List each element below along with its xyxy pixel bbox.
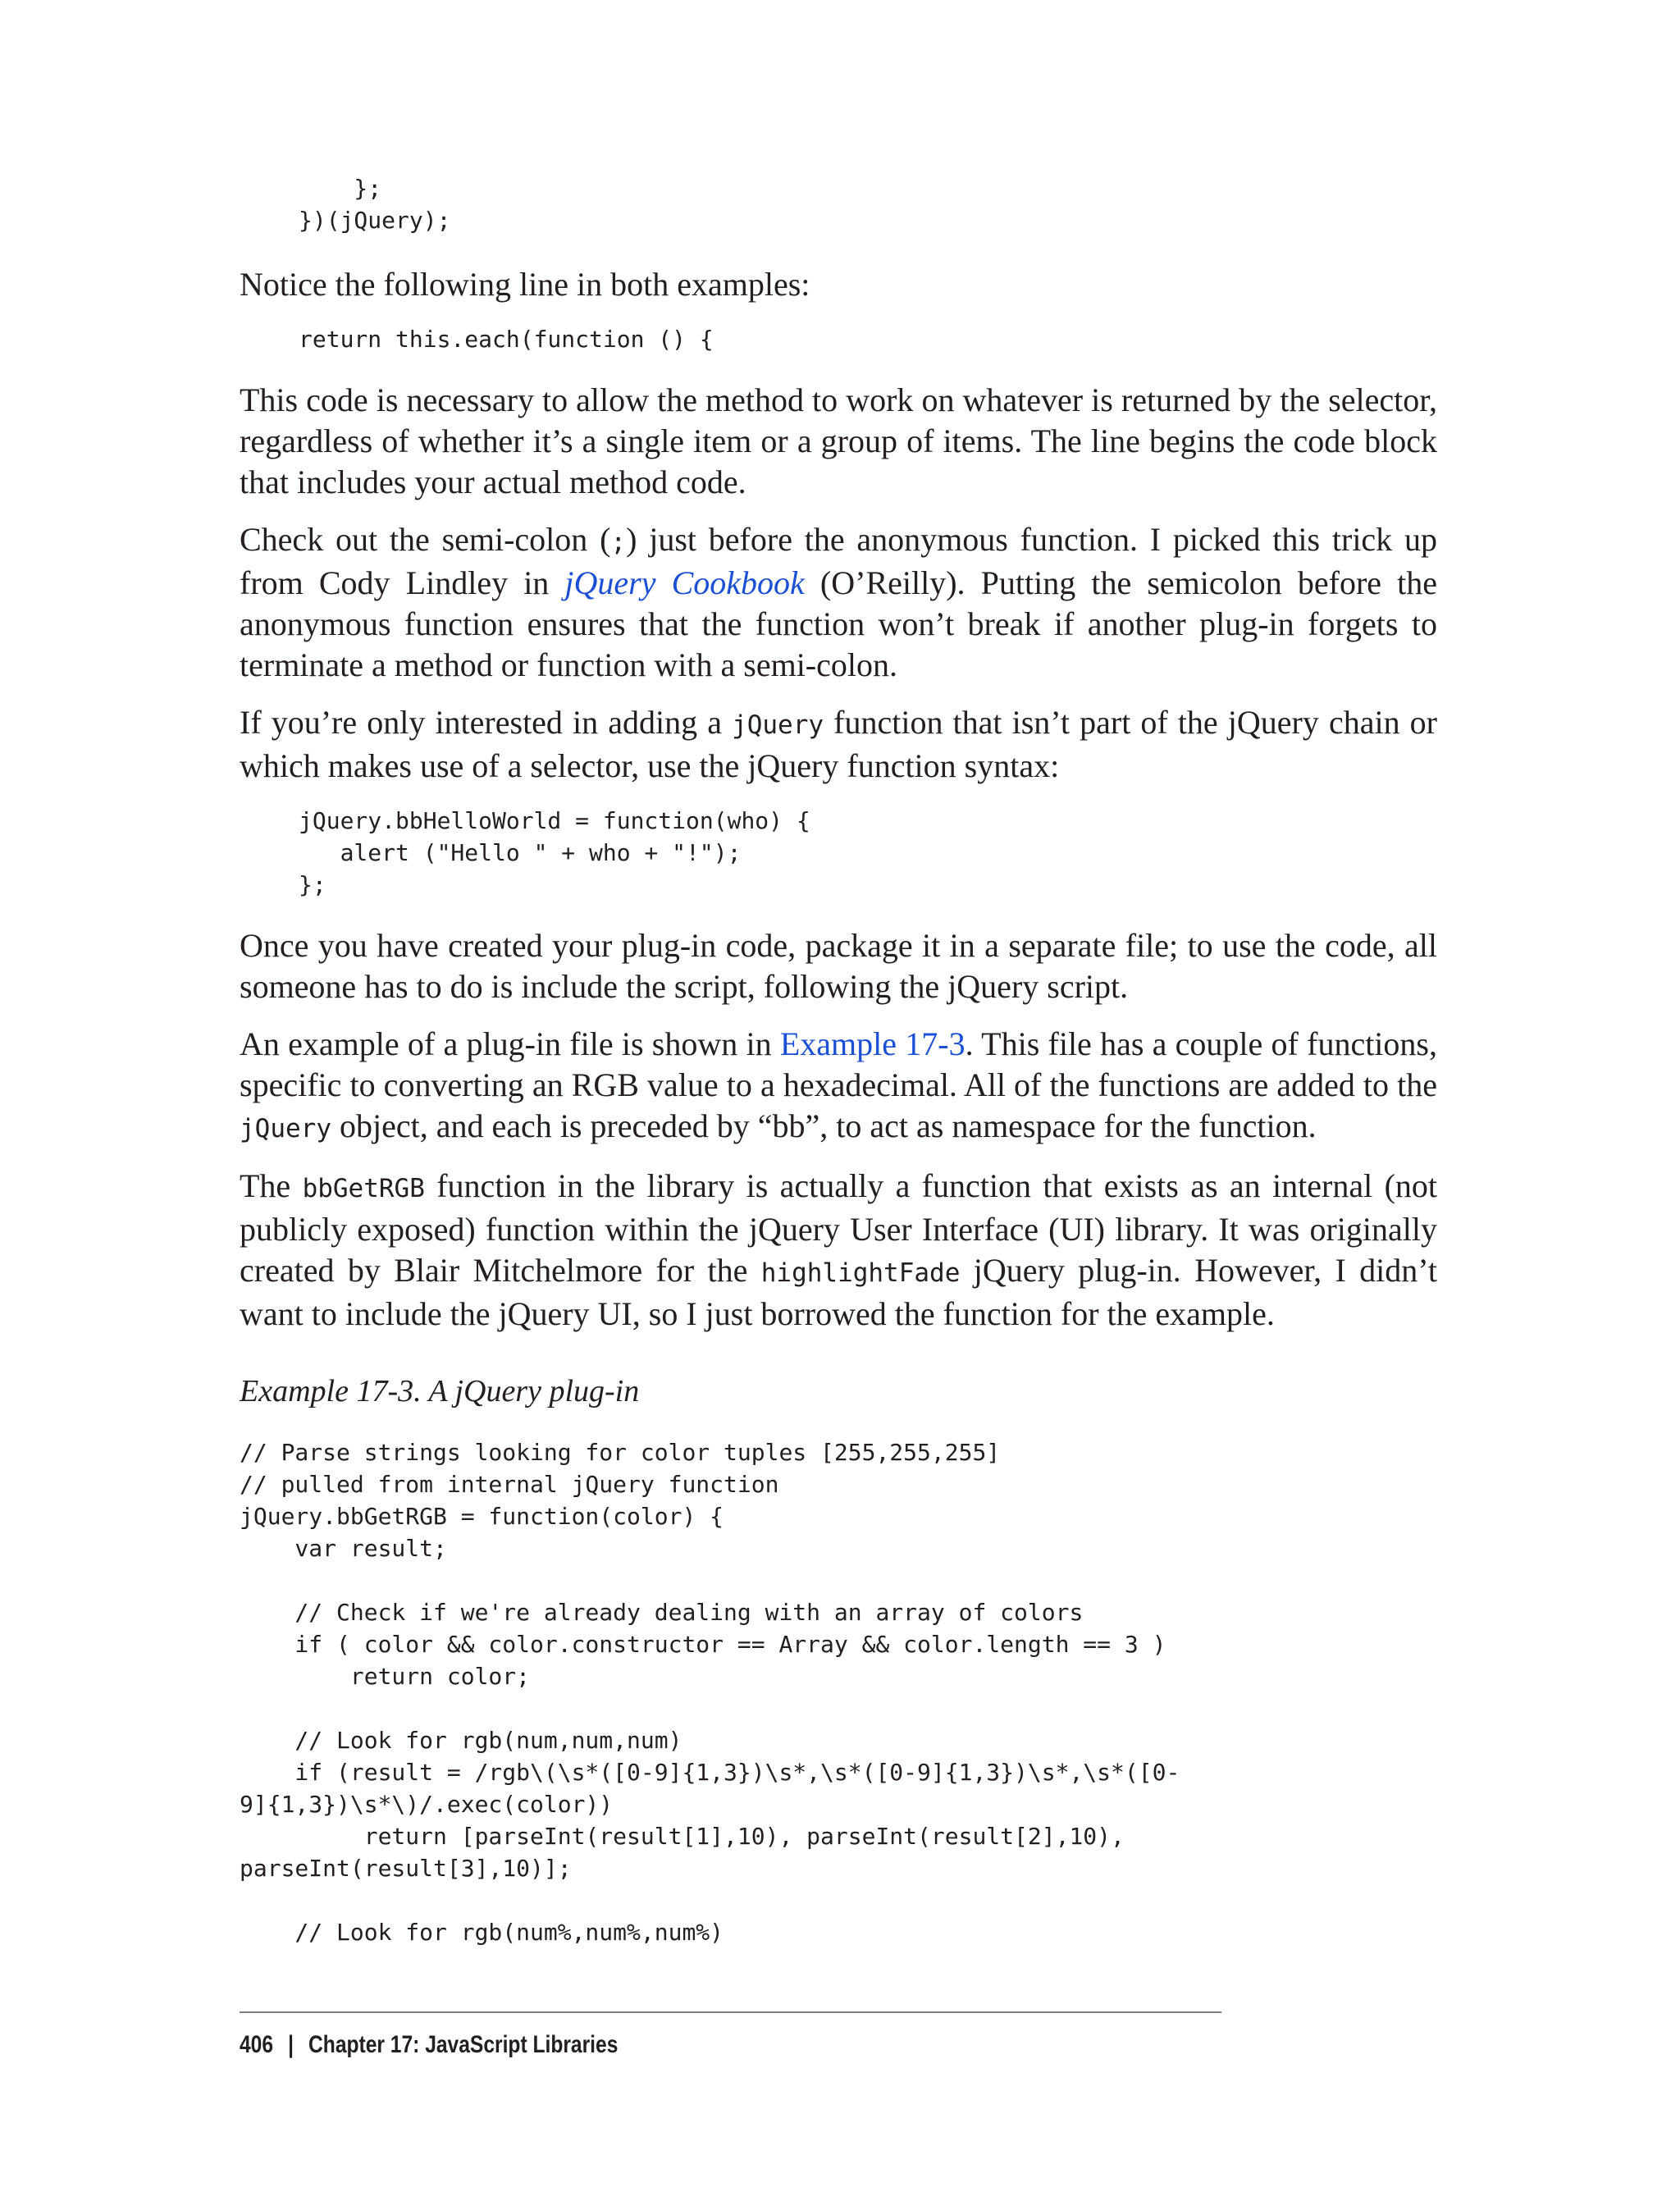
example-caption: Example 17-3. A jQuery plug-in	[240, 1374, 640, 1408]
text-segment: function in the library is actually a function that exists as an internal (not publicly exposed) function within the jQuery User Interface (UI) library. It was originally created by Blair Mitchelmore for the	[240, 1167, 1438, 1289]
inline-code: jQuery	[732, 710, 824, 740]
paragraph-package: Once you have created your plug-in code, package it in a separate file; to use the code, all someone has to do is include the script, following the jQuery script.	[240, 927, 1437, 1005]
paragraph-necessary: This code is necessary to allow the method to work on whatever is returned by the selector, regardless of whether it’s a single item or a group of items. The line begins the code block that includes your actual method code.	[240, 381, 1437, 500]
code-block-hello-world: jQuery.bbHelloWorld = function(who) { alert ("Hello " + who + "!"); };	[299, 807, 810, 898]
page-number: 406	[240, 2031, 274, 2058]
text-segment: (O’Reilly). Putting the semicolon before the anonymous function ensures that the function won’t break if another plug-in forgets to terminate a method or function with a semi-colon.	[240, 564, 1437, 683]
inline-code: bbGetRGB	[302, 1174, 425, 1203]
code-block-closing: }; })(jQuery);	[299, 175, 451, 234]
paragraph-semicolon	[240, 519, 1437, 686]
footer-separator: |	[288, 2031, 294, 2058]
text-segment: The	[240, 1167, 303, 1204]
paragraph-bbgetrgb	[240, 1166, 1437, 1335]
text-segment: jQuery plug-in. However, I didn’t want to include the jQuery UI, so I just borrowed the function for the example.	[240, 1252, 1437, 1332]
text-segment: An example of a plug-in file is shown in	[240, 1025, 780, 1062]
page-body	[240, 172, 1437, 1948]
text-segment: function that isn’t part of the jQuery chain or which makes use of a selector, use the jQuery function syntax:	[240, 704, 1437, 784]
code-block-return: return this.each(function () {	[299, 326, 714, 353]
paragraph-example-intro	[240, 1024, 1437, 1149]
text-segment: object, and each is preceded by “bb”, to act as namespace for the function.	[331, 1107, 1317, 1144]
paragraph-only-interested	[240, 702, 1437, 787]
text-segment: ) just before the anonymous function. I picked this trick up from Cody Lindley in	[240, 521, 1437, 601]
inline-code: jQuery	[240, 1114, 331, 1144]
inline-code: ;	[610, 527, 627, 557]
text-segment: If you’re only interested in adding a	[240, 704, 733, 741]
text-segment: . This file has a couple of functions, specific to converting an RGB value to a hexadecimal. All of the functions are added to the	[240, 1025, 1437, 1103]
paragraph-notice: Notice the following line in both examples:	[240, 266, 810, 303]
chapter-title: Chapter 17: JavaScript Libraries	[308, 2031, 619, 2058]
example-17-3-link[interactable]: Example 17-3	[779, 1025, 966, 1062]
code-block-example-17-3: // Parse strings looking for color tuples [255,255,255] // pulled from internal jQuery function jQuery.bbGetRGB = function(color) { var result; // Check if we're already dealing with an array of colors if ( color && color.constructor == Array && color.length == 3 ) return color; // Look for rgb(num,num,num) if (result = /rgb\(\s*([0-9]{1,3})\s*,\s*([0-9]{1,3})\s*,\s*([0- 9]{1,3})\s*\)/.exec(color)) return [parseInt(result[1],10), parseInt(result[2],10), parseInt(result[3],10)]; // Look for rgb(num%,num%,num%)	[240, 1439, 1180, 1946]
book-link-jquery-cookbook[interactable]: jQuery Cookbook	[564, 564, 805, 601]
page-footer	[240, 2011, 1221, 2059]
inline-code: highlightFade	[760, 1258, 961, 1288]
text-segment: Check out the semi-colon (	[240, 521, 611, 558]
